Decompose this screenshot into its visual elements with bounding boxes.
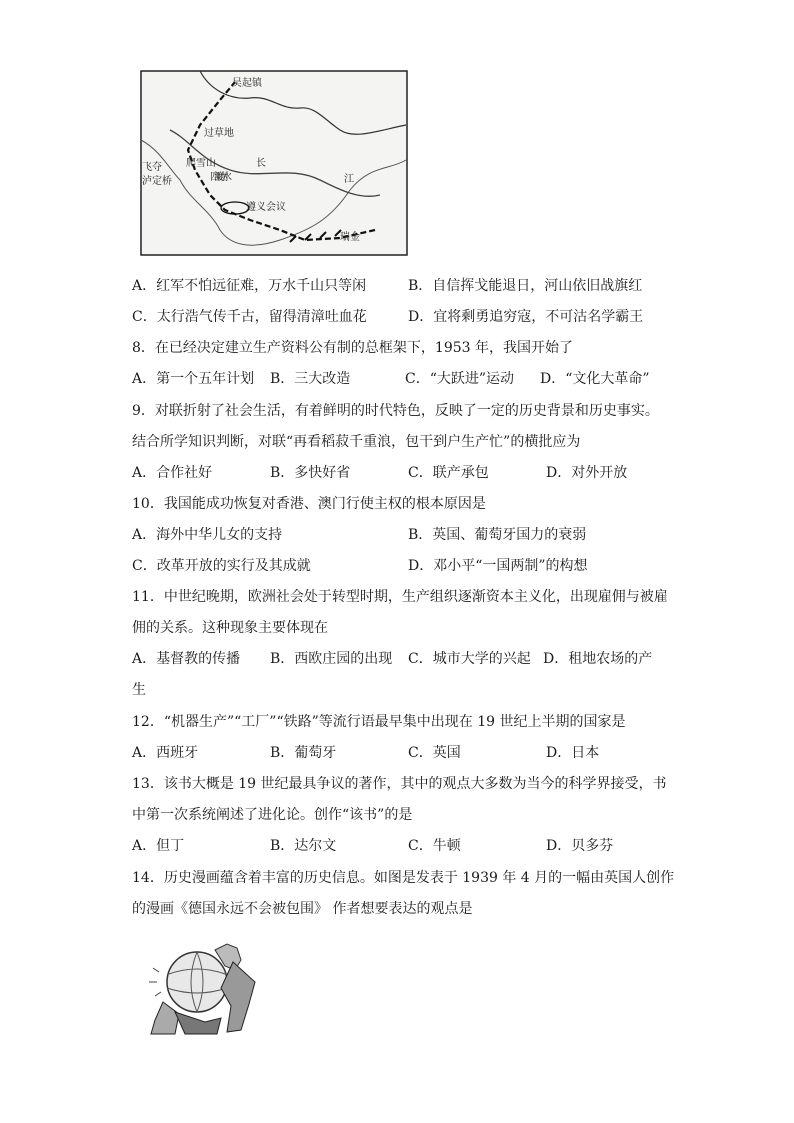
map-label-feiduo: 飞夺 <box>142 162 162 173</box>
q8-stem: 8．在已经决定建立生产资料公有制的总框架下，1953 年，我国开始了 <box>132 340 573 356</box>
q7-option-b: B．自信挥戈能退日，河山依旧战旗红 <box>408 278 643 294</box>
map-label-jiang: 江 <box>344 174 354 185</box>
q13-option-b: B．达尔文 <box>270 838 337 854</box>
q11-option-d: D．租地农场的产 <box>543 651 653 667</box>
q12-option-b: B．葡萄牙 <box>270 745 337 761</box>
q11-stem-line2: 佣的关系。这种现象主要体现在 <box>132 620 328 636</box>
q13-stem-line2: 中第一次系统阐述了进化论。创作“该书”的是 <box>132 807 413 823</box>
q11-option-c: C．城市大学的兴起 <box>408 651 531 667</box>
q9-option-c: C．联产承包 <box>408 465 489 481</box>
q13-stem-line1: 13．该书大概是 19 世纪最具争议的著作，其中的观点大多数为当今的科学界接受，书 <box>132 776 667 792</box>
q10-option-b: B．英国、葡萄牙国力的衰弱 <box>408 527 587 543</box>
q7-option-a: A．红军不怕远征难，万水千山只等闲 <box>132 278 367 294</box>
q9-option-d: D．对外开放 <box>546 465 628 481</box>
q8-option-b: B．三大改造 <box>270 371 351 387</box>
long-march-map <box>140 70 408 256</box>
q9-stem-line2: 结合所学知识判断，对联“再看稻菽千重浪，包干到户生产忙”的横批应为 <box>132 434 581 450</box>
q10-option-d: D．邓小平“一国两制”的构想 <box>408 558 588 574</box>
q10-stem: 10．我国能成功恢复对香港、澳门行使主权的根本原因是 <box>132 496 486 512</box>
q7-option-d: D．宜将剩勇追穷寇，不可沽名学霸王 <box>408 309 644 325</box>
map-label-caodi: 过草地 <box>204 128 234 139</box>
map-label-zunyi: 遵义会议 <box>246 202 286 213</box>
map-label-luding: 泸定桥 <box>142 176 172 187</box>
q8-option-d: D．“文化大革命” <box>540 371 650 387</box>
q14-stem-line1: 14．历史漫画蕴含着丰富的历史信息。如图是发表于 1939 年 4 月的一幅由英国人创作 <box>132 870 675 886</box>
q13-option-a: A．但丁 <box>132 838 185 854</box>
q14-stem-line2: 的漫画《德国永远不会被包围》 作者想要表达的观点是 <box>132 901 473 917</box>
map-label-ruijin: 瑞金 <box>340 232 360 243</box>
q13-option-d: D．贝多芬 <box>546 838 614 854</box>
q12-stem: 12．“机器生产”“工厂”“铁路”等流行语最早集中出现在 19 世纪上半期的国家是 <box>132 714 626 730</box>
q11-option-d-cont: 生 <box>132 682 146 698</box>
q8-option-c: C．“大跃进”运动 <box>405 371 515 387</box>
q12-option-d: D．日本 <box>546 745 600 761</box>
q9-option-a: A．合作社好 <box>132 465 213 481</box>
q10-option-a: A．海外中华儿女的支持 <box>132 527 283 543</box>
q10-option-c: C．改革开放的实行及其成就 <box>132 558 311 574</box>
map-label-xueshan: 爬雪山 <box>186 158 216 169</box>
cartoon-image <box>145 942 273 1038</box>
q12-option-c: C．英国 <box>408 745 461 761</box>
q8-option-a: A．第一个五年计划 <box>132 371 255 387</box>
map-label-chishui: 四渡赤水 <box>210 172 232 183</box>
q11-option-a: A．基督教的传播 <box>132 651 241 667</box>
map-label-chang: 长 <box>256 158 266 169</box>
map-label-wuqi: 吴起镇 <box>232 78 262 89</box>
q11-option-b: B．西欧庄园的出现 <box>270 651 393 667</box>
q13-option-c: C．牛顿 <box>408 838 461 854</box>
q12-option-a: A．西班牙 <box>132 745 199 761</box>
q11-stem-line1: 11．中世纪晚期，欧洲社会处于转型时期，生产组织逐渐资本主义化，出现雇佣与被雇 <box>132 589 668 605</box>
q9-stem-line1: 9．对联折射了社会生活，有着鲜明的时代特色，反映了一定的历史背景和历史事实。 <box>132 403 659 419</box>
q9-option-b: B．多快好省 <box>270 465 351 481</box>
q7-option-c: C．太行浩气传千古，留得清漳吐血花 <box>132 309 367 325</box>
